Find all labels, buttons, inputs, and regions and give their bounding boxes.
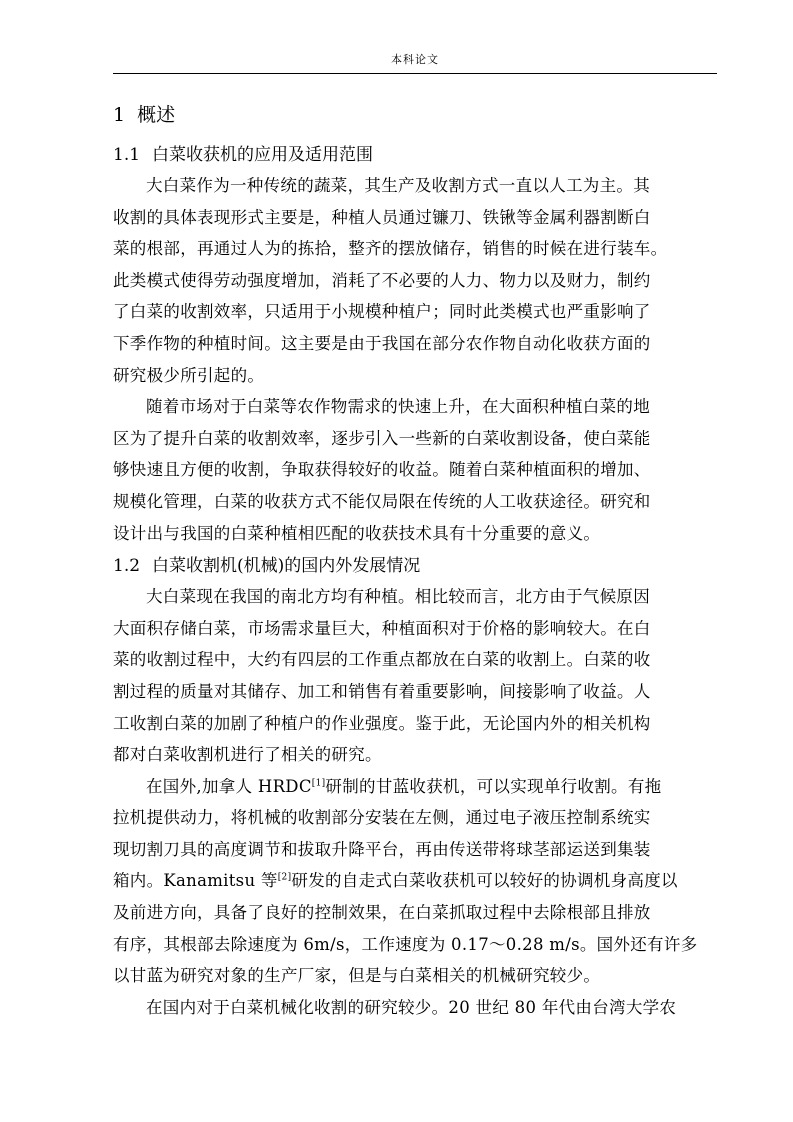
section-heading-1-1 <box>113 140 717 170</box>
chapter-heading <box>113 100 717 130</box>
text-line <box>113 865 717 897</box>
text-line: 收割的具体表现形式主要是，种植人员通过镰刀、铁锹等金属利器割断白 <box>113 207 651 227</box>
text-line: 工收割白菜的加剧了种植户的作业强度。鉴于此，无论国内外的相关机构 <box>113 713 651 733</box>
header-divider <box>113 73 717 74</box>
text-run: 在国外,加拿人 HRDC <box>146 776 312 796</box>
paragraph <box>113 170 717 391</box>
section-number: 1.2 <box>113 556 141 577</box>
text-line: 现切割刀具的高度调节和拔取升降平台，再由传送带将球茎部运送到集装 <box>113 839 651 859</box>
text-line: 在国内对于白菜机械化收割的研究较少。20 世纪 80 年代由台湾大学农 <box>146 997 677 1017</box>
section-title: 白菜收割机(机械)的国内外发展情况 <box>152 556 421 577</box>
citation-ref: [2] <box>277 872 292 883</box>
text-line: 都对白菜收割机进行了相关的研究。 <box>113 745 382 765</box>
text-line: 大面积存储白菜，市场需求量巨大，种植面积对于价格的影响较大。在白 <box>113 618 651 638</box>
text-line: 割过程的质量对其储存、加工和销售有着重要影响，间接影响了收益。人 <box>113 681 651 701</box>
text-line: 随着市场对于白菜等农作物需求的快速上升，在大面积种植白菜的地 <box>146 397 650 417</box>
paragraph <box>113 771 717 992</box>
text-line: 以甘蓝为研究对象的生产厂家，但是与白菜相关的机械研究较少。 <box>113 966 601 986</box>
text-line: 有序，其根部去除速度为 6m/s，工作速度为 0.17～0.28 m/s。国外还有许多 <box>113 934 698 954</box>
citation-ref: [1] <box>311 778 326 789</box>
text-run: 研制的甘蓝收获机，可以实现单行收割。有拖 <box>325 776 662 796</box>
text-line: 拉机提供动力，将机械的收割部分安装在左侧，通过电子液压控制系统实 <box>113 808 651 828</box>
text-line: 区为了提升白菜的收割效率，逐步引入一些新的白菜收割设备，使白菜能 <box>113 428 651 448</box>
paragraph <box>113 992 717 1024</box>
text-line: 此类模式使得劳动强度增加，消耗了不必要的人力、物力以及财力，制约 <box>113 270 651 290</box>
paragraph <box>113 391 717 549</box>
chapter-number: 1 <box>113 104 126 126</box>
section-title: 白菜收获机的应用及适用范围 <box>152 145 374 165</box>
text-line: 够快速且方便的收割，争取获得较好的收益。随着白菜种植面积的增加、 <box>113 460 651 480</box>
text-line: 大白菜现在我国的南北方均有种植。相比较而言，北方由于气候原因 <box>146 587 650 607</box>
text-line: 大白菜作为一种传统的蔬菜，其生产及收割方式一直以人工为主。其 <box>146 176 650 195</box>
text-line: 菜的根部，再通过人为的拣拾，整齐的摆放储存，销售的时候在进行装车。 <box>113 239 668 259</box>
text-line: 下季作物的种植时间。这主要是由于我国在部分农作物自动化收获方面的 <box>113 333 651 353</box>
text-line: 了白菜的收割效率，只适用于小规模种植户；同时此类模式也严重影响了 <box>113 302 651 322</box>
text-line <box>113 771 717 803</box>
section-heading-1-2 <box>113 551 717 581</box>
text-run: 箱内。Kanamitsu 等 <box>113 871 278 891</box>
text-run: 研发的自走式白菜收获机可以较好的协调机身高度以 <box>291 871 678 891</box>
document-body <box>113 100 717 1023</box>
text-line: 及前进方向，具备了良好的控制效果，在白菜抓取过程中去除根部且排放 <box>113 903 651 923</box>
chapter-title: 概述 <box>137 104 176 126</box>
text-line: 规模化管理，白菜的收获方式不能仅局限在传统的人工收获途径。研究和 <box>113 491 651 511</box>
section-number: 1.1 <box>113 145 141 165</box>
text-line: 菜的收割过程中，大约有四层的工作重点都放在白菜的收割上。白菜的收 <box>113 650 651 670</box>
text-line: 设计出与我国的白菜种植相匹配的收获技术具有十分重要的意义。 <box>113 523 601 543</box>
page-header-title: 本科论文 <box>391 53 439 66</box>
text-line: 研究极少所引起的。 <box>113 365 265 385</box>
paragraph <box>113 581 717 771</box>
